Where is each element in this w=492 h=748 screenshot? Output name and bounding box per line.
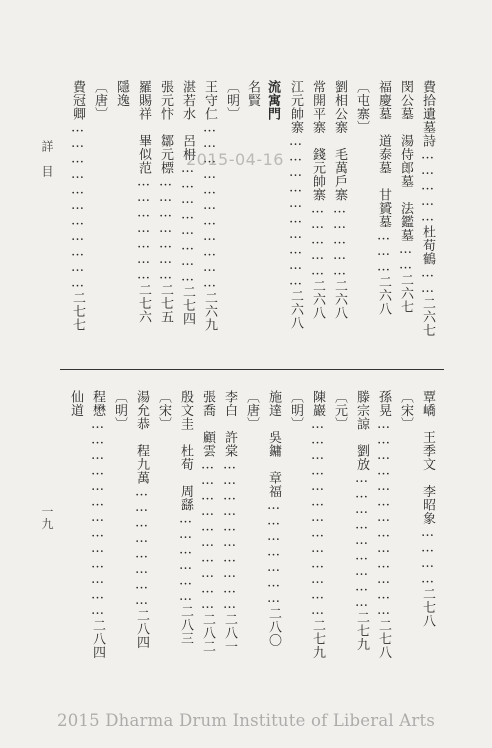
entry-bottom-3: 孫晃…………………………………二七八 — [376, 390, 391, 659]
entry-top-1: 費拾遺墓詩……………杜荀鶴……二六七 — [420, 80, 435, 337]
subsection-mingxian: 名賢 — [245, 80, 260, 107]
dynasty-yuan-1: 〔元〕 — [332, 390, 347, 431]
entry-top-14: 羅賜祥 畢似范…………………二七六 — [136, 80, 151, 324]
entry-top-17: 費冠卿……………………………二七七 — [70, 80, 85, 332]
entry-top-3: 福慶墓 道泰墓 甘贇墓………二六八 — [376, 80, 391, 316]
subsection-xiandao: 仙道 — [68, 390, 83, 417]
dynasty-tang-2: 〔唐〕 — [244, 390, 259, 431]
entry-top-6: 常開平寨 錢元帥寨……………二六八 — [310, 80, 325, 320]
entry-top-2: 閔公墓 湯侍郎墓 法鑑墓……二六七 — [398, 80, 413, 314]
subsection-yinyi: 隱逸 — [114, 80, 129, 107]
date-watermark: 2015-04-16 — [186, 150, 284, 169]
dynasty-ming-3: 〔明〕 — [112, 390, 127, 431]
footer-watermark: 2015 Dharma Drum Institute of Liberal Arts — [57, 711, 435, 730]
entry-bottom-10: 李白 許棠…………………………二八一 — [222, 390, 237, 653]
entry-bottom-6: 陳巖…………………………………二七九 — [310, 390, 325, 659]
entry-bottom-12: 殷文圭 杜荀 周繇………………二八三 — [178, 390, 193, 645]
entry-bottom-4: 滕宗諒 劉放………………………二七九 — [354, 390, 369, 651]
dynasty-song-1: 〔宋〕 — [398, 390, 413, 431]
entry-bottom-8: 施達 吳鏞 章福…………………二八〇 — [266, 390, 281, 647]
entry-top-12: 湛若水 呂枏……………………二七四 — [180, 80, 195, 326]
entry-top-7: 江元帥寨…………………………二六八 — [288, 80, 303, 330]
entry-top-5: 劉相公寨 毛萬戶寨……………二六八 — [332, 80, 347, 320]
dynasty-tang-1: 〔唐〕 — [92, 80, 107, 121]
dynasty-ming-1: 〔明〕 — [224, 80, 239, 121]
entry-top-4: 〔屯寨〕 — [354, 80, 369, 134]
dynasty-song-2: 〔宋〕 — [156, 390, 171, 431]
entry-top-11: 王守仁……………………………二六九 — [202, 80, 217, 332]
entry-bottom-14: 湯允恭 程九萬……………………二八四 — [134, 390, 149, 649]
entry-bottom-11: 張喬 顧雲…………………………二八二 — [200, 390, 215, 653]
entry-top-13: 張元忭 鄒元標…………………二七五 — [158, 80, 173, 324]
section-heading-liuyu: 流寓門 — [265, 80, 280, 121]
running-title: 詳 目 — [40, 140, 54, 178]
entry-bottom-1: 覃嶠 王季文 李昭象…………二七八 — [420, 390, 435, 628]
page-number: 一九 — [40, 505, 54, 530]
section-divider — [60, 369, 444, 370]
entry-bottom-16: 程懋…………………………………二八四 — [90, 390, 105, 659]
dynasty-ming-2: 〔明〕 — [288, 390, 303, 431]
